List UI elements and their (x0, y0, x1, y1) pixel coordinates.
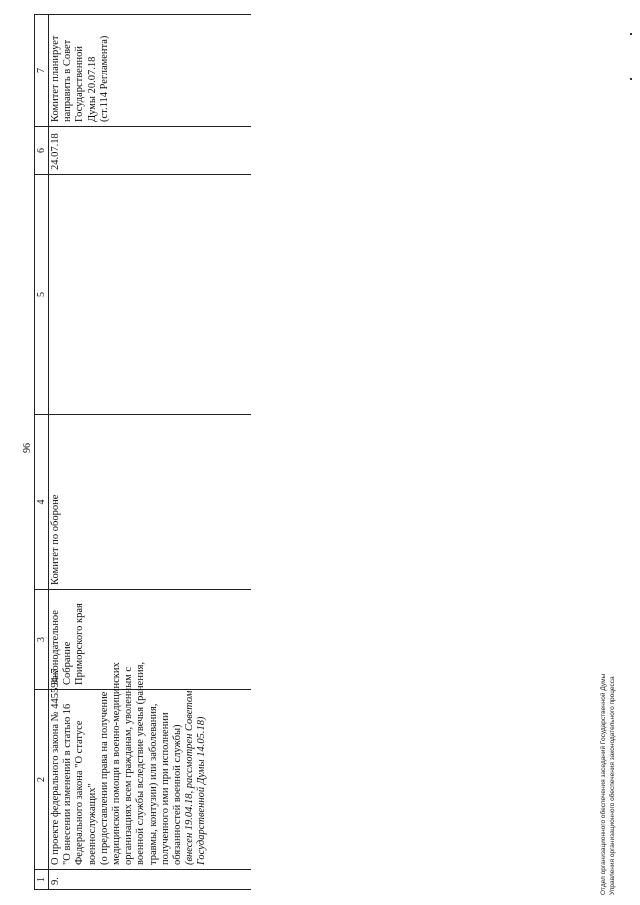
col-header-1: 1 (35, 870, 49, 890)
initiator-line: Законодательное (50, 610, 61, 685)
col-header-7: 7 (35, 15, 49, 127)
table-row (49, 15, 252, 890)
scan-speck (630, 33, 632, 35)
bill-line: (о предоставлении права на получение (98, 691, 110, 865)
page-number: 96 (22, 443, 33, 453)
col-header-4: 4 (35, 415, 49, 590)
date: 24.07.18 (49, 127, 252, 175)
bill-note-line: Государственной Думы 14.05.18) (196, 716, 208, 865)
col-header-3: 3 (35, 590, 49, 690)
action-line: (ст.114 Регламента) (98, 35, 110, 122)
col5-cell (49, 175, 252, 415)
planned-action (49, 15, 252, 127)
row-number: 9. (49, 870, 252, 890)
initiator (49, 590, 252, 690)
bill-line: военнослужащих" (86, 783, 98, 865)
bills-table (34, 14, 251, 890)
footer (600, 674, 617, 895)
col-header-2: 2 (35, 690, 49, 870)
action-line: Государственной (74, 46, 86, 122)
bill-line: военной службы вследствие увечья (ранения, (135, 661, 147, 865)
bill-line: О проекте федерального закона № 445594-7 (50, 668, 61, 865)
bill-line: Федерального закона "О статусе (74, 720, 86, 865)
bill-line: "О внесении изменений в статью 16 (62, 703, 74, 865)
bill-line: медицинской помощи в военно-медицинских (111, 662, 123, 865)
action-line: Думы 20.07.18 (86, 56, 98, 122)
bill-line: полученного ими при исполнении (159, 712, 171, 865)
footer-line: Отдел организационного обеспечения заседаний Государственной Думы (600, 673, 607, 895)
action-line: направить в Совет (62, 39, 74, 122)
committee: Комитет по обороне (49, 415, 252, 590)
table-header-row (35, 15, 49, 890)
action-line: Комитет планирует (50, 35, 61, 122)
footer-line: Управления организационного обеспечения законодательного процесса (608, 676, 616, 895)
col-header-6: 6 (35, 127, 49, 175)
bill-note-line: (внесен 19.04.18, рассмотрен Советом (184, 690, 196, 865)
bill-line: травмы, контузии) или заболевания, (147, 703, 159, 865)
bill-line: организациях всем гражданам, уволенным с (123, 666, 135, 865)
initiator-line: Собрание (62, 641, 74, 685)
scan-speck (630, 78, 632, 80)
initiator-line: Приморского края (74, 603, 86, 685)
col-header-5: 5 (35, 175, 49, 415)
bill-line: обязанностей военной службы) (172, 724, 184, 865)
